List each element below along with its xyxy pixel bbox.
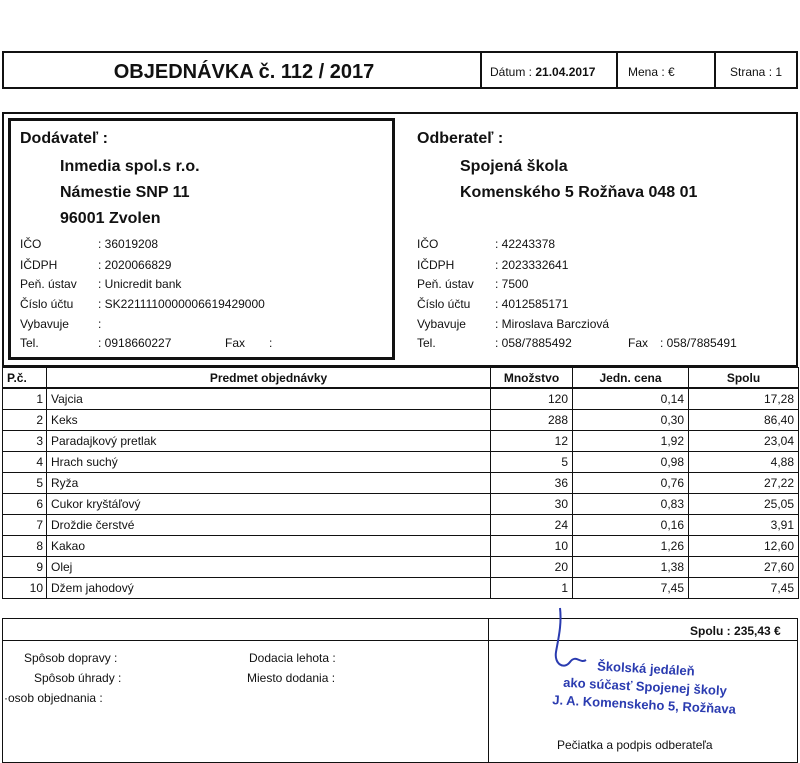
row-item: Droždie čerstvé: [47, 515, 491, 536]
row-total: 23,04: [689, 431, 799, 452]
table-row: [3, 536, 799, 557]
total-underline: [2, 640, 798, 641]
table-header-row: [3, 368, 799, 389]
row-item: Cukor kryštáľový: [47, 494, 491, 515]
row-item: Kakao: [47, 536, 491, 557]
supplier-icdph: IČDPH : 2020066829: [20, 258, 172, 272]
supplier-bank: Peň. ústav : Unicredit bank: [20, 277, 182, 291]
header-divider: [616, 53, 618, 87]
table-row: [3, 578, 799, 599]
order-header: [2, 51, 798, 89]
supplier-city: 96001 Zvolen: [60, 210, 161, 227]
customer-title: Odberateľ :: [417, 130, 504, 147]
order-title: OBJEDNÁVKA č. 112 / 2017: [113, 61, 375, 83]
row-unit-price: 0,83: [573, 494, 689, 515]
table-row: [3, 431, 799, 452]
row-index: 3: [3, 431, 47, 452]
currency-field: [628, 65, 675, 79]
supplier-account: Číslo účtu : SK2211110000006619429000: [20, 297, 265, 311]
row-index: 7: [3, 515, 47, 536]
currency-label: Mena :: [628, 65, 665, 79]
col-header-item: Predmet objednávky: [47, 368, 491, 389]
row-total: 12,60: [689, 536, 799, 557]
row-unit-price: 1,92: [573, 431, 689, 452]
table-row: [3, 388, 799, 410]
row-total: 27,22: [689, 473, 799, 494]
header-divider: [480, 53, 482, 87]
table-row: [3, 473, 799, 494]
items-table: [2, 367, 799, 599]
customer-tel: Tel. : 058/7885492: [417, 336, 572, 350]
grand-total-value: 235,43 €: [734, 624, 781, 638]
row-unit-price: 0,30: [573, 410, 689, 431]
row-quantity: 30: [491, 494, 573, 515]
date-value: 21.04.2017: [535, 65, 596, 79]
supplier-tel: Tel. : 0918660227: [20, 336, 172, 350]
supplier-street: Námestie SNP 11: [60, 184, 190, 201]
customer-account: Číslo účtu : 4012585171: [417, 297, 569, 311]
row-item: Ryža: [47, 473, 491, 494]
row-total: 17,28: [689, 388, 799, 410]
row-unit-price: 0,98: [573, 452, 689, 473]
table-row: [3, 494, 799, 515]
row-unit-price: 0,16: [573, 515, 689, 536]
row-quantity: 120: [491, 388, 573, 410]
grand-total-label: Spolu :: [690, 624, 731, 638]
table-row: [3, 557, 799, 578]
row-index: 5: [3, 473, 47, 494]
row-index: 10: [3, 578, 47, 599]
delivery-term-label: Dodacia lehota :: [249, 651, 336, 665]
col-header-index: P.č.: [3, 368, 47, 389]
customer-ico: IČO : 42243378: [417, 237, 556, 251]
row-quantity: 12: [491, 431, 573, 452]
row-quantity: 20: [491, 557, 573, 578]
row-index: 1: [3, 388, 47, 410]
col-header-quantity: Množstvo: [491, 368, 573, 389]
supplier-title: Dodávateľ :: [20, 130, 108, 147]
transport-method-label: Spôsob dopravy :: [24, 651, 118, 665]
row-index: 6: [3, 494, 47, 515]
row-index: 8: [3, 536, 47, 557]
col-header-total: Spolu: [689, 368, 799, 389]
payment-method-label: Spôsob úhrady :: [34, 671, 122, 685]
order-method-label: ·osob objednania :: [4, 691, 103, 705]
customer-handler: Vybavuje : Miroslava Barcziová: [417, 317, 610, 331]
customer-fax: Fax : 058/7885491: [628, 336, 737, 350]
row-quantity: 5: [491, 452, 573, 473]
row-item: Keks: [47, 410, 491, 431]
row-quantity: 10: [491, 536, 573, 557]
row-total: 3,91: [689, 515, 799, 536]
grand-total: [690, 624, 781, 638]
stamp-line-1: Školská jedáleň: [596, 658, 696, 679]
row-unit-price: 1,38: [573, 557, 689, 578]
row-total: 86,40: [689, 410, 799, 431]
table-row: [3, 515, 799, 536]
customer-icdph: IČDPH : 2023332641: [417, 258, 569, 272]
supplier-ico: IČO : 36019208: [20, 237, 159, 251]
customer-name: Spojená škola: [460, 158, 568, 175]
row-unit-price: 1,26: [573, 536, 689, 557]
date-label: Dátum :: [490, 65, 533, 79]
row-item: Džem jahodový: [47, 578, 491, 599]
page-value: 1: [775, 65, 783, 79]
row-unit-price: 0,76: [573, 473, 689, 494]
row-total: 27,60: [689, 557, 799, 578]
date-field: [490, 65, 595, 79]
row-unit-price: 7,45: [573, 578, 689, 599]
customer-address: Komenského 5 Rožňava 048 01: [460, 184, 698, 201]
customer-bank: Peň. ústav : 7500: [417, 277, 529, 291]
row-index: 2: [3, 410, 47, 431]
row-quantity: 24: [491, 515, 573, 536]
row-item: Paradajkový pretlak: [47, 431, 491, 452]
row-item: Hrach suchý: [47, 452, 491, 473]
row-item: Vajcia: [47, 388, 491, 410]
signature-label: Pečiatka a podpis odberateľa: [557, 738, 713, 752]
currency-value: €: [668, 65, 675, 79]
col-header-unit-price: Jedn. cena: [573, 368, 689, 389]
row-total: 7,45: [689, 578, 799, 599]
row-total: 25,05: [689, 494, 799, 515]
row-item: Olej: [47, 557, 491, 578]
row-quantity: 1: [491, 578, 573, 599]
page-label: Strana :: [730, 65, 773, 79]
header-divider: [714, 53, 716, 87]
row-unit-price: 0,14: [573, 388, 689, 410]
stamp-line-3: J. A. Komenskeho 5, Rožňava: [551, 692, 737, 717]
row-quantity: 36: [491, 473, 573, 494]
row-total: 4,88: [689, 452, 799, 473]
row-index: 9: [3, 557, 47, 578]
stamp-line-2: ako súčasť Spojenej školy: [562, 674, 728, 699]
table-row: [3, 452, 799, 473]
table-row: [3, 410, 799, 431]
delivery-place-label: Miesto dodania :: [247, 671, 336, 685]
row-quantity: 288: [491, 410, 573, 431]
supplier-fax: Fax :: [225, 336, 273, 350]
supplier-name: Inmedia spol.s r.o.: [60, 158, 200, 175]
row-index: 4: [3, 452, 47, 473]
supplier-handler: Vybavuje :: [20, 317, 102, 331]
page-field: [730, 65, 782, 79]
